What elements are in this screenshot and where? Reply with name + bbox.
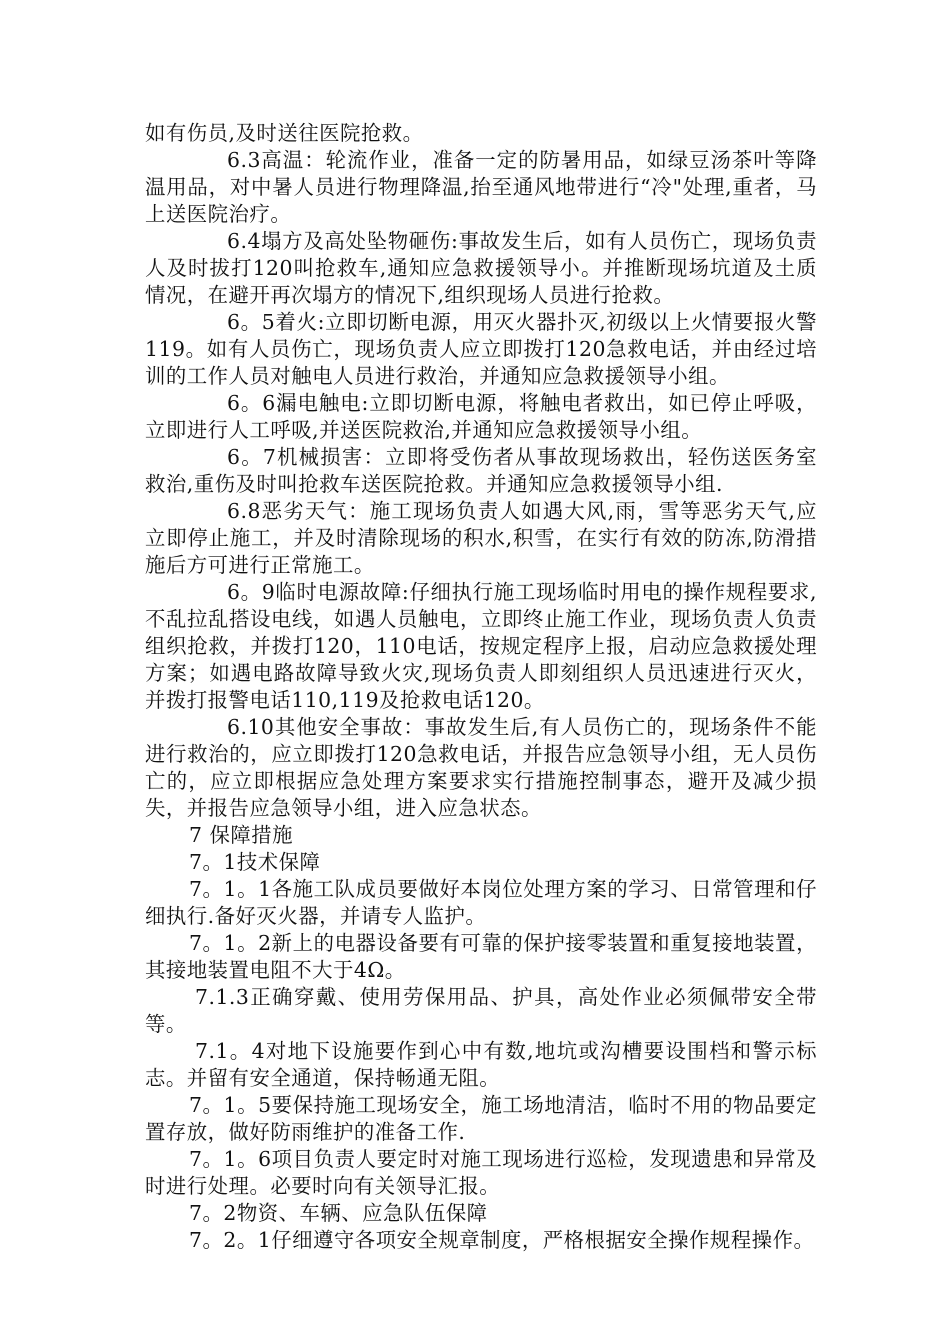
paragraph-7-1-6: 7。1。6项目负责人要定时对施工现场进行巡检，发现遗患和异常及时进行处理。必要时向有关领导汇报。 (145, 1147, 817, 1198)
subsection-heading-7-2: 7。2物资、车辆、应急队伍保障 (189, 1201, 488, 1225)
paragraph-6-4-collapse: 6.4塌方及高处坠物砸伤:事故发生后，如有人员伤亡，现场负责人及时拔打120叫抢救车,通知应急救援领导小。并推断现场坑道及土质情况，在避开再次塌方的情况下,组织现场人员进行抢救。 (145, 229, 817, 307)
paragraph-6-8-bad-weather: 6.8恶劣天气：施工现场负责人如遇大风,雨，雪等恶劣天气,应立即停止施工，并及时清除现场的积水,积雪，在实行有效的防冻,防滑措施后方可进行正常施工。 (145, 499, 817, 577)
paragraph-7-1-2: 7。1。2新上的电器设备要有可靠的保护接零装置和重复接地装置，其接地装置电阻不大于4Ω。 (145, 931, 817, 982)
paragraph-7-1-3: 7.1.3正确穿戴、使用劳保用品、护具，高处作业必须佩带安全带等。 (145, 985, 817, 1036)
section-heading-7: 7 保障措施 (189, 823, 294, 847)
paragraph-6-5-fire: 6。5着火:立即切断电源，用灭火器扑灭,初级以上火情要报火警119。如有人员伤亡，现场负责人应立即拨打120急救电话，并由经过培训的工作人员对触电人员进行救治，并通知应急救援领导小组。 (145, 310, 817, 388)
subsection-heading-7-1: 7。1技术保障 (189, 850, 321, 874)
paragraph-7-1-5: 7。1。5要保持施工现场安全，施工场地清洁，临时不用的物品要定置存放，做好防雨维护的准备工作. (145, 1093, 817, 1144)
document-body (145, 120, 817, 1254)
paragraph-6-10-other-accidents: 6.10其他安全事故：事故发生后,有人员伤亡的，现场条件不能进行救治的，应立即拨打120急救电话，并报告应急领导小组，无人员伤亡的，应立即根据应急处理方案要求实行措施控制事态，避开及减少损失，并报告应急领导小组，进入应急状态。 (145, 715, 817, 820)
paragraph-7-1-1: 7。1。1各施工队成员要做好本岗位处理方案的学习、日常管理和仔细执行.备好灭火器，并请专人监护。 (145, 877, 817, 928)
paragraph-6-6-electric-shock: 6。6漏电触电:立即切断电源，将触电者救出，如已停止呼吸，立即进行人工呼吸,并送医院救治,并通知应急救援领导小组。 (145, 391, 817, 442)
paragraph-continuation: 如有伤员,及时送往医院抢救。 (145, 121, 424, 145)
paragraph-7-2-1: 7。2。1仔细遵守各项安全规章制度，严格根据安全操作规程操作。 (189, 1228, 815, 1252)
paragraph-6-3-heat: 6.3高温：轮流作业，准备一定的防暑用品，如绿豆汤茶叶等降温用品，对中暑人员进行物理降温,抬至通风地带进行“冷"处理,重者，马上送医院治疗。 (145, 148, 817, 226)
paragraph-6-7-mechanical-injury: 6。7机械损害：立即将受伤者从事故现场救出，轻伤送医务室救治,重伤及时叫抢救车送医院抢救。并通知应急救援领导小组. (145, 445, 817, 496)
paragraph-7-1-4: 7.1。4对地下设施要作到心中有数,地坑或沟槽要设围档和警示标志。并留有安全通道，保持畅通无阻。 (145, 1039, 817, 1090)
paragraph-6-9-power-failure: 6。9临时电源故障:仔细执行施工现场临时用电的操作规程要求,不乱拉乱搭设电线，如遇人员触电，立即终止施工作业，现场负责人负责组织抢救，并拨打120，110电话，按规定程序上报，启动应急救援处理方案；如遇电路故障导致火灾,现场负责人即刻组织人员迅速进行灭火，并拨打报警电话110,119及抢救电话120。 (145, 580, 817, 712)
